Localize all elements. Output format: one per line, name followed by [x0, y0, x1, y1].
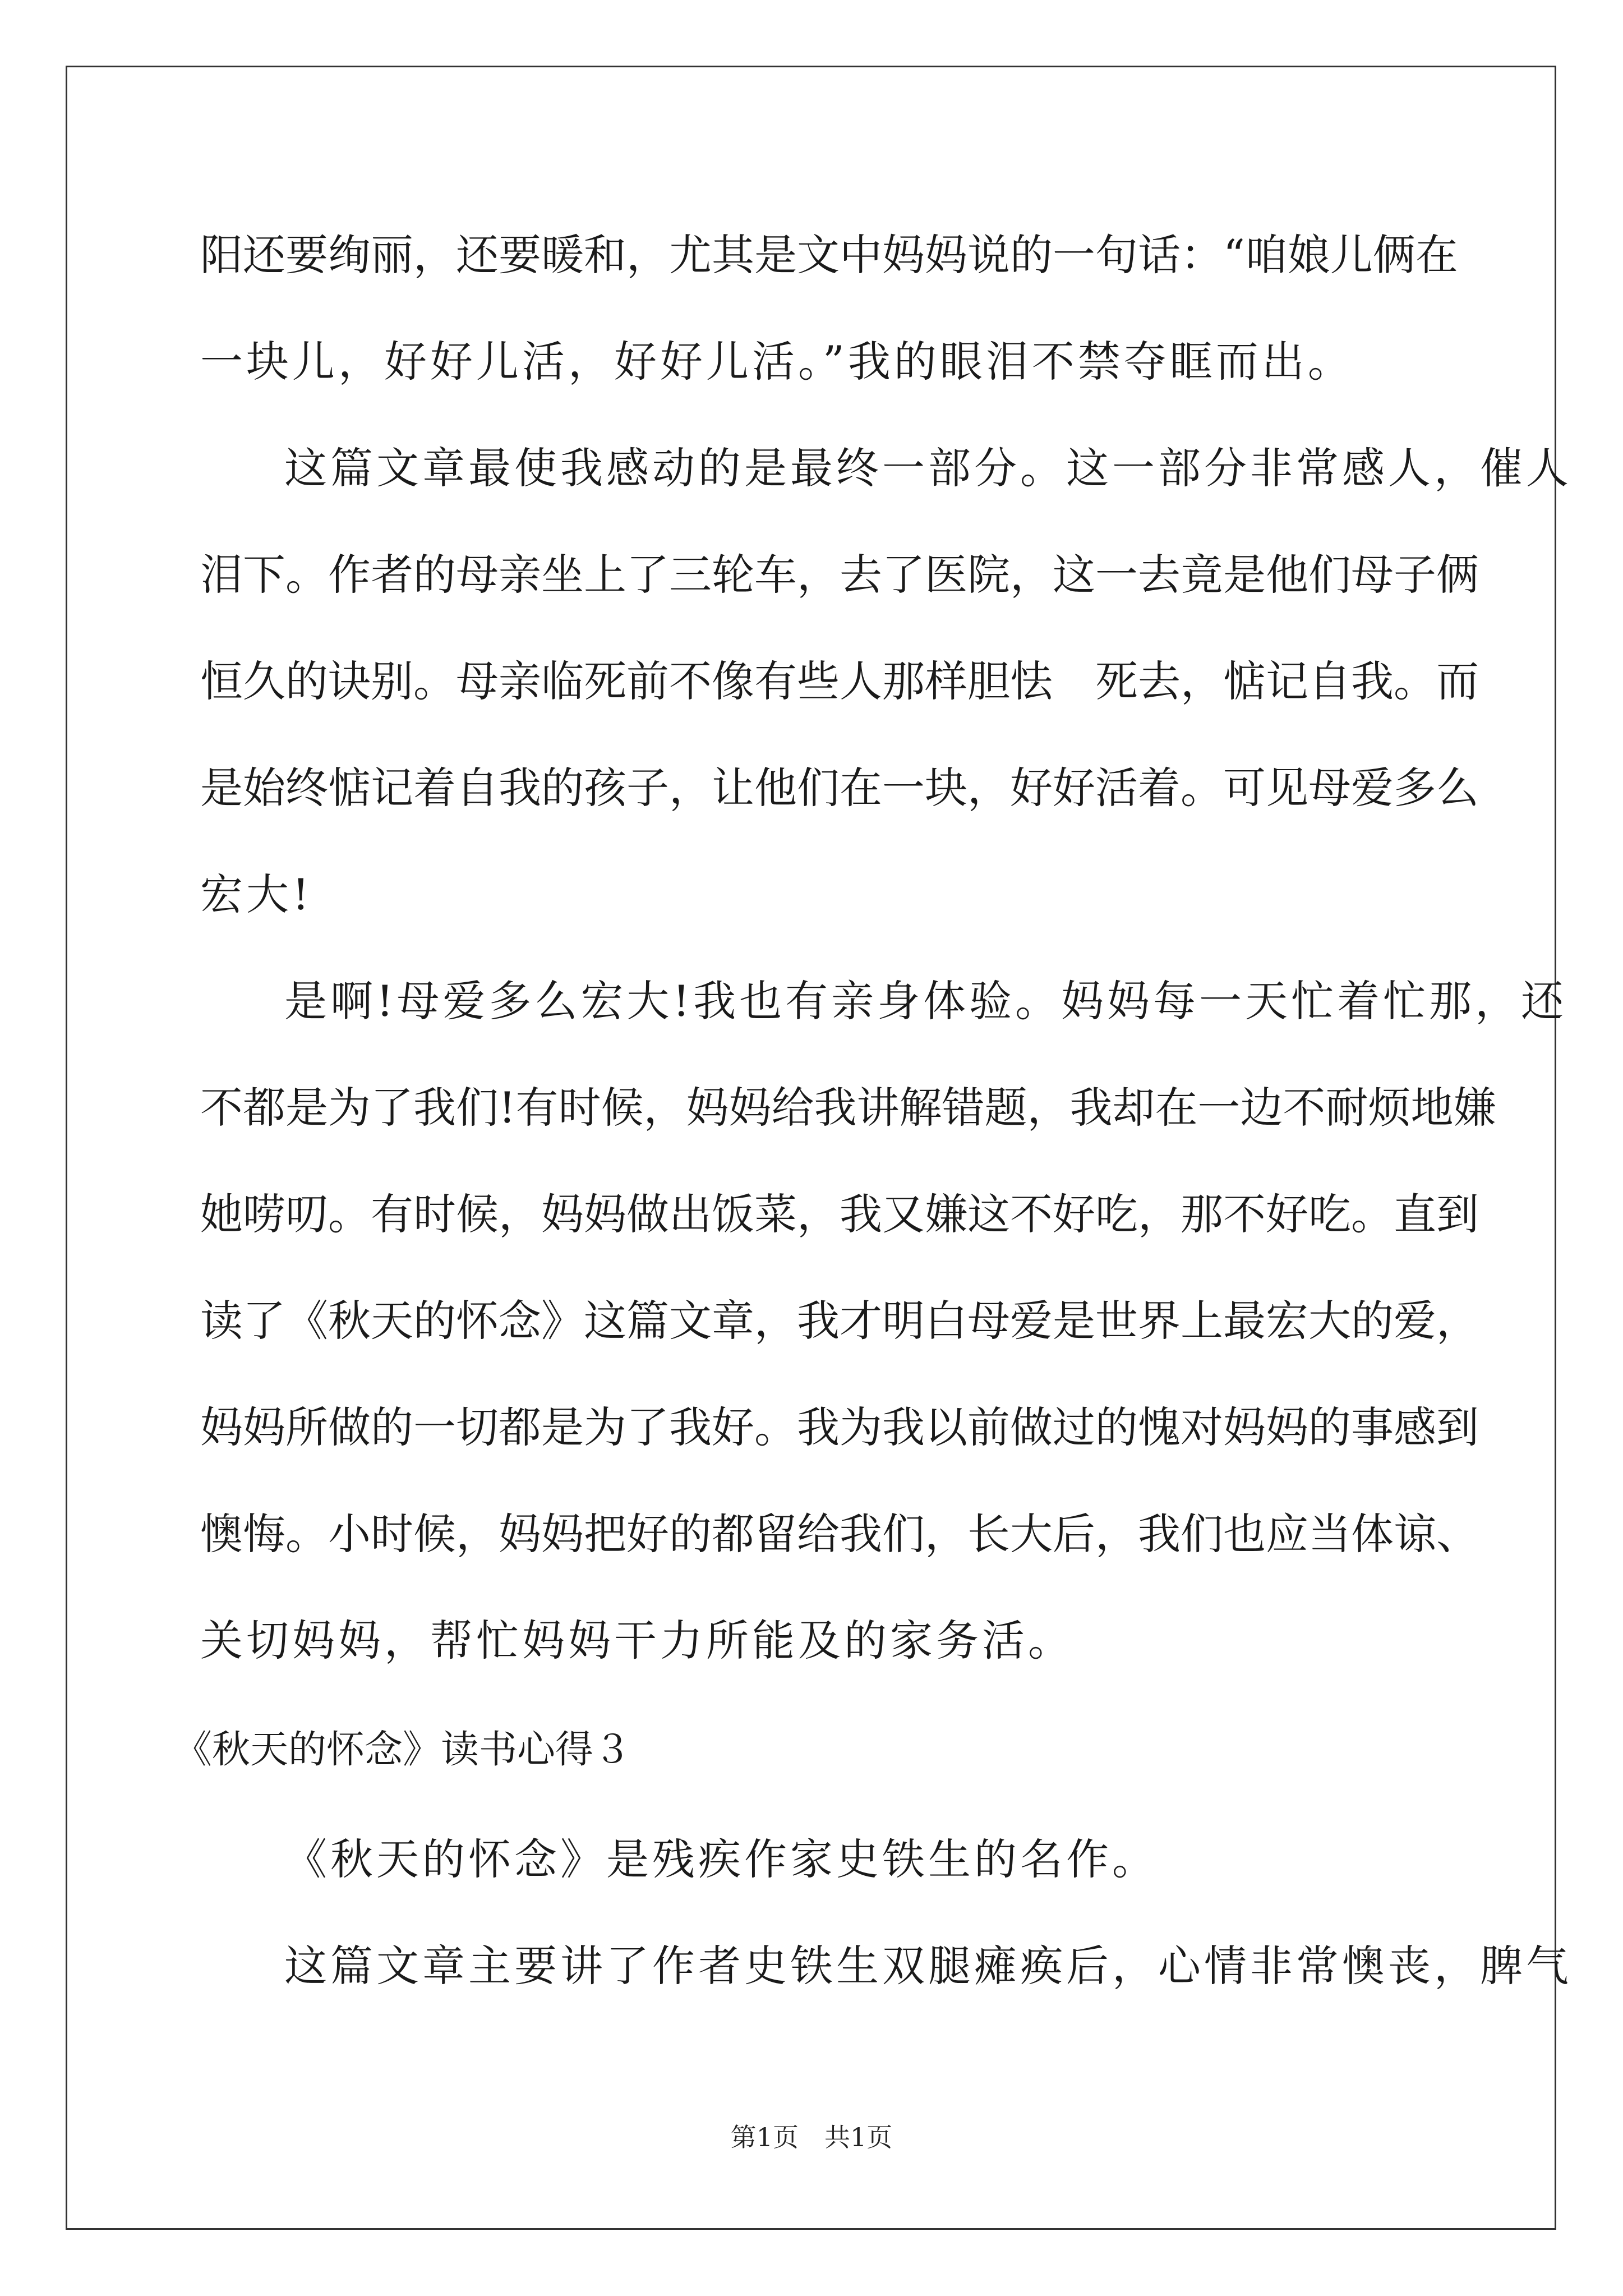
text-line: 这篇文章主要讲了作者史铁生双腿瘫痪后，心情非常懊丧，脾气 — [284, 1941, 1572, 1991]
document-body-continued — [200, 1818, 1572, 2031]
text-line: 宏大! — [200, 869, 313, 919]
text-line: 恒久的诀别。母亲临死前不像有些人那样胆怯 死去，惦记自我。而 — [200, 656, 1479, 706]
text-line: 是啊!母爱多么宏大!我也有亲身体验。妈妈每一天忙着忙那，还 — [284, 976, 1567, 1026]
text-line: 关切妈妈，帮忙妈妈干力所能及的家务活。 — [200, 1616, 1074, 1665]
text-line: 妈妈所做的一切都是为了我好。我为我以前做过的愧对妈妈的事感到 — [200, 1402, 1479, 1452]
text-line: 泪下。作者的母亲坐上了三轮车，去了医院，这一去竟是他们母子俩 — [200, 550, 1479, 600]
text-line: 读了《秋天的怀念》这篇文章，我才明白母爱是世界上最宏大的爱， — [200, 1296, 1479, 1346]
text-line: 她唠叨。有时候，妈妈做出饭菜，我又嫌这不好吃，那不好吃。直到 — [200, 1189, 1479, 1239]
section-heading: 《秋天的怀念》读书心得３ — [174, 1728, 632, 1772]
text-line: 是始终惦记着自我的孩子，让他们在一块，好好活着。可见母爱多么 — [200, 763, 1479, 813]
text-line: 《秋天的怀念》是残疾作家史铁生的名作。 — [284, 1834, 1158, 1884]
text-line: 阳还要绚丽，还要暖和，尤其是文中妈妈说的一句话：“咱娘儿俩在 — [200, 230, 1458, 280]
text-line: 懊悔。小时候，妈妈把好的都留给我们，长大后，我们也应当体谅、 — [200, 1509, 1479, 1559]
document-body — [200, 213, 1572, 1705]
text-line: 不都是为了我们!有时候，妈妈给我讲解错题，我却在一边不耐烦地嫌 — [200, 1083, 1496, 1133]
text-line: 一块儿，好好儿活，好好儿活。”我的眼泪不禁夺眶而出。 — [200, 337, 1354, 386]
text-line: 这篇文章最使我感动的是最终一部分。这一部分非常感人，催人 — [284, 443, 1572, 493]
page-number-footer: 第1页 共1页 — [730, 2122, 893, 2152]
